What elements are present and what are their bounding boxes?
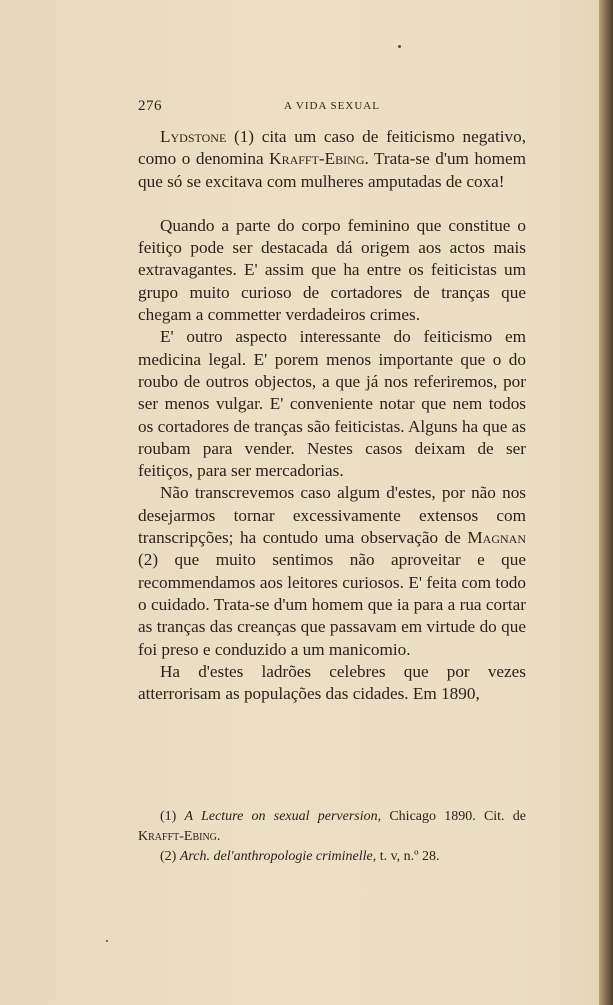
paragraph-3: E' outro aspecto interessante do feiticismo em medicina legal. E' porem menos importante que o do roubo de outros objectos, a que já nos referiremos, por ser menos vulgar. E' conveniente notar que nem todos os cortadores de tranças são feiticistas. Alguns ha que as roubam para vender. Nestes casos deixam de ser feitiços, para ser mercadorias. <box>138 327 526 481</box>
paragraph-4 <box>138 482 526 660</box>
running-head: A VIDA SEXUAL <box>284 100 380 112</box>
paragraph-text: (2) que muito sentimos não aproveitar e que recommendamos aos leitores curiosos. E' feita com todo o cuidado. Trata-se d'um homem que ia para a rua cortar as tranças das creanças que passavam em virtude do que foi preso e conduzido a um manicomio. <box>138 550 526 659</box>
footnote-title: A Lecture on sexual perversion, <box>184 809 382 824</box>
author-name: Krafft-Ebing <box>138 829 217 844</box>
paragraph-text: Não transcrevemos caso algum d'estes, por não nos desejarmos tornar excessivamente extensos com transcripções; ha contudo uma observação de <box>138 483 526 548</box>
footnote-text: Chicago 1890. Cit. de <box>381 809 526 824</box>
paragraph-text: . Trata-se d'um homem que só se excitava com mulheres amputadas de coxa! <box>138 149 526 191</box>
page-header <box>138 98 526 118</box>
footnote-text: t. v, n.º 28. <box>376 849 440 864</box>
paragraph-2: Quando a parte do corpo feminino que constitue o feitiço pode ser destacada dá origem aos actos mais extravagantes. E' assim que ha entre os feiticistas um grupo muito curioso de cortadores de tranças que chegam a commetter verdadeiros crimes. <box>138 215 526 325</box>
footnote-text: . <box>216 829 221 844</box>
footnote-number: (1) <box>160 809 185 824</box>
footnote-number: (2) <box>160 849 180 864</box>
paper-speck <box>106 940 108 942</box>
footnote-2 <box>138 847 526 867</box>
footnote-1 <box>138 807 526 847</box>
author-name: Lydstone <box>160 127 227 146</box>
paragraph-5: Ha d'estes ladrões celebres que por vezes atterrorisam as populações das cidades. Em 1890, <box>138 661 526 704</box>
page-number: 276 <box>138 98 162 114</box>
footnote-title: Arch. del'anthropologie criminelle, <box>179 849 377 864</box>
paper-speck <box>398 45 401 48</box>
author-name: Magnan <box>467 528 526 548</box>
paragraph-text: (1) cita um caso de feiticismo negativo, como o denomina <box>138 127 526 169</box>
paragraph-1 <box>138 126 526 193</box>
body-text <box>138 126 526 705</box>
author-name: Krafft-Ebing <box>269 149 365 169</box>
footnotes <box>138 807 526 867</box>
page-edge-shadow <box>599 0 613 1005</box>
